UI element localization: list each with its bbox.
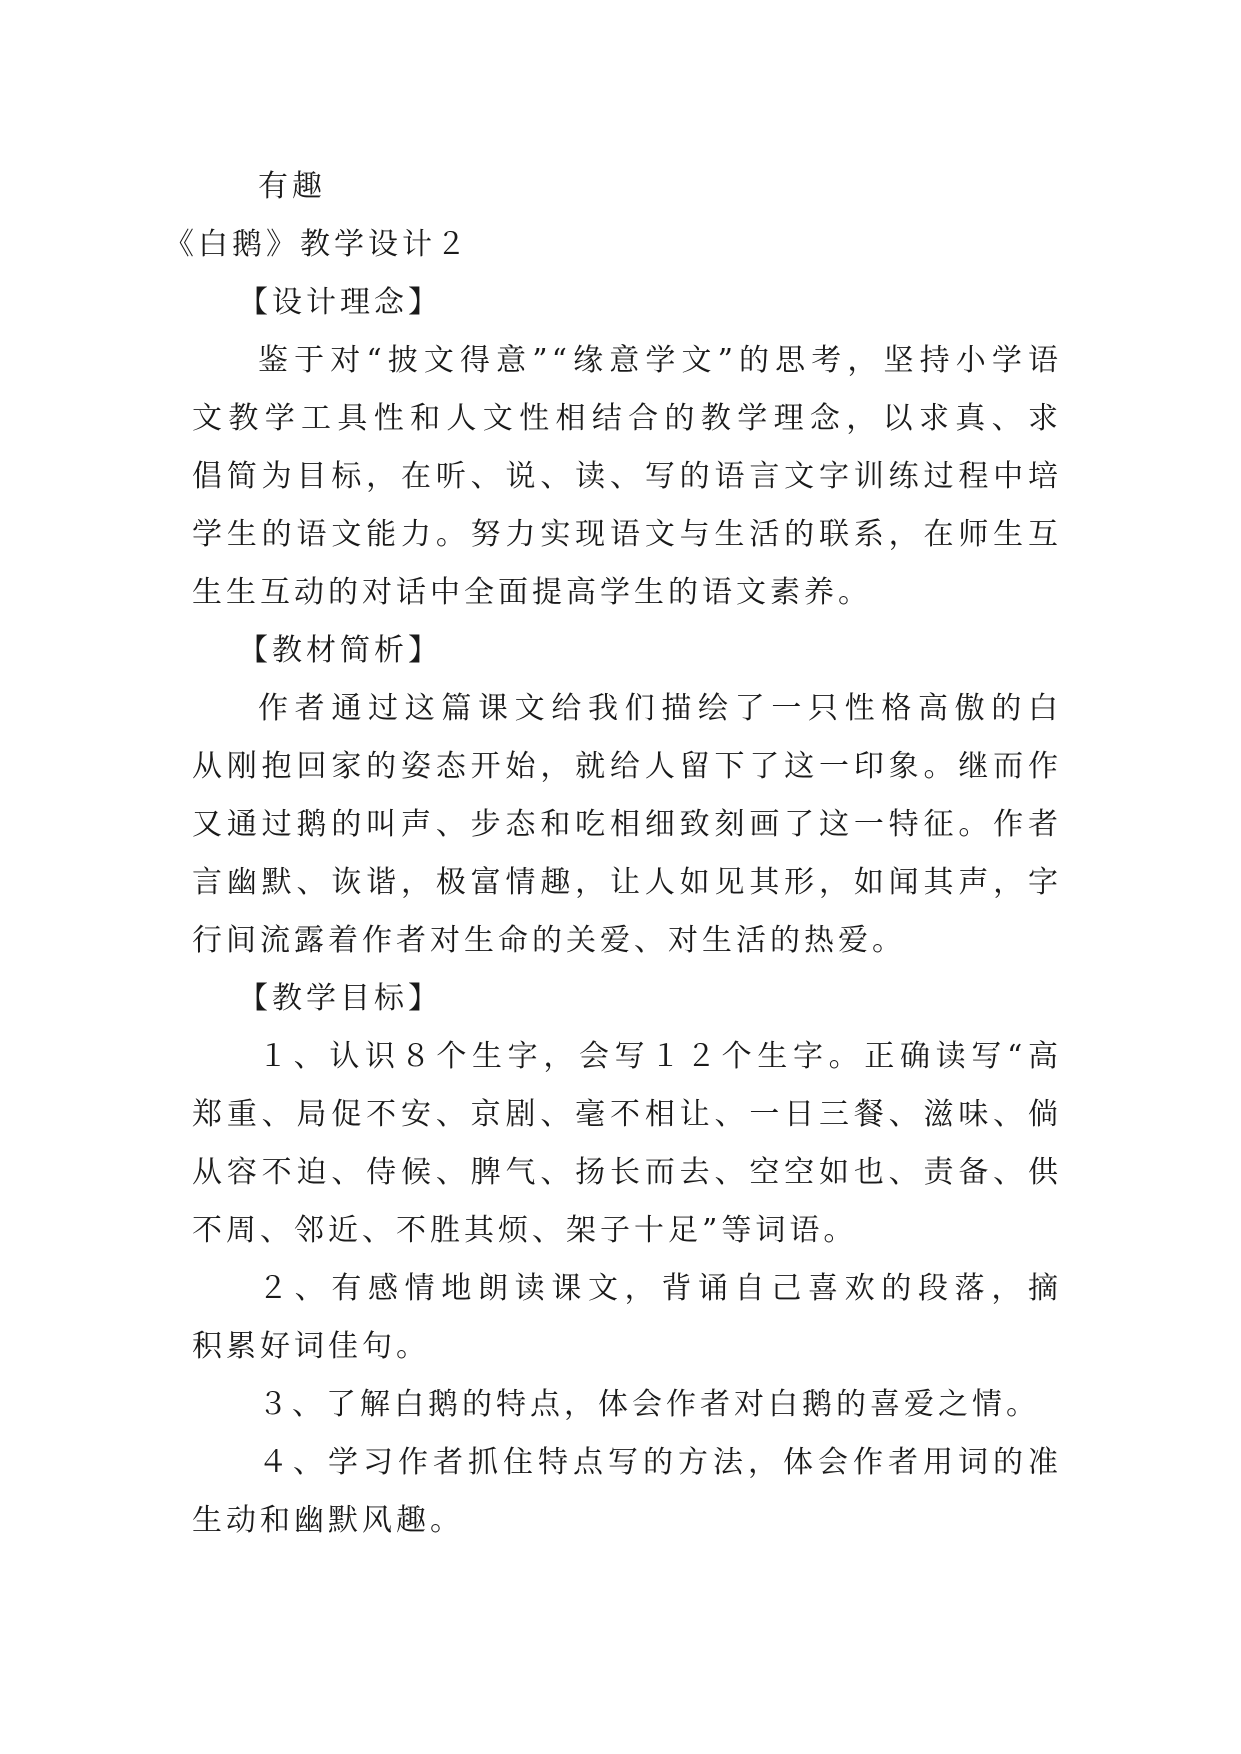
heading-teaching-goals: 【教学目标】 <box>238 981 442 1016</box>
goal-line: １、认识８个生字，会写１２个生字。正确读写“高 <box>258 1039 1062 1074</box>
paragraph-line: 言幽默、诙谐，极富情趣，让人如见其形，如闻其声，字 <box>192 865 1062 900</box>
paragraph-line: 倡简为目标，在听、说、读、写的语言文字训练过程中培 <box>192 459 1062 494</box>
paragraph-line: 学生的语文能力。努力实现语文与生活的联系，在师生互 <box>192 517 1062 552</box>
paragraph-line: 行间流露着作者对生命的关爱、对生活的热爱。 <box>192 923 906 958</box>
heading-material-analysis: 【教材简析】 <box>238 633 442 668</box>
goal-line: 生动和幽默风趣。 <box>192 1503 464 1538</box>
continuation-text: 有趣 <box>258 169 326 204</box>
paragraph-line: 生生互动的对话中全面提高学生的语文素养。 <box>192 575 872 610</box>
paragraph-line: 又通过鹅的叫声、步态和吃相细致刻画了这一特征。作者 <box>192 807 1062 842</box>
goal-line: 郑重、局促不安、京剧、毫不相让、一日三餐、滋味、倘 <box>192 1097 1062 1132</box>
goal-line: ４、学习作者抓住特点写的方法，体会作者用词的准 <box>258 1445 1062 1480</box>
goal-line: ３、了解白鹅的特点，体会作者对白鹅的喜爱之情。 <box>258 1387 1040 1422</box>
goal-line: ２、有感情地朗读课文，背诵自己喜欢的段落，摘 <box>258 1271 1062 1306</box>
heading-design-concept: 【设计理念】 <box>238 285 442 320</box>
goal-line: 不周、邻近、不胜其烦、架子十足”等词语。 <box>192 1213 858 1248</box>
section-title: 《白鹅》教学设计２ <box>164 227 470 262</box>
document-body <box>164 158 1062 1550</box>
paragraph-line: 鉴于对“披文得意”“缘意学文”的思考，坚持小学语 <box>258 343 1062 378</box>
goal-line: 从容不迫、侍候、脾气、扬长而去、空空如也、责备、供 <box>192 1155 1062 1190</box>
paragraph-line: 从刚抱回家的姿态开始，就给人留下了这一印象。继而作 <box>192 749 1062 784</box>
paragraph-line: 文教学工具性和人文性相结合的教学理念，以求真、求 <box>192 401 1062 436</box>
paragraph-line: 作者通过这篇课文给我们描绘了一只性格高傲的白 <box>258 691 1062 726</box>
goal-line: 积累好词佳句。 <box>192 1329 430 1364</box>
